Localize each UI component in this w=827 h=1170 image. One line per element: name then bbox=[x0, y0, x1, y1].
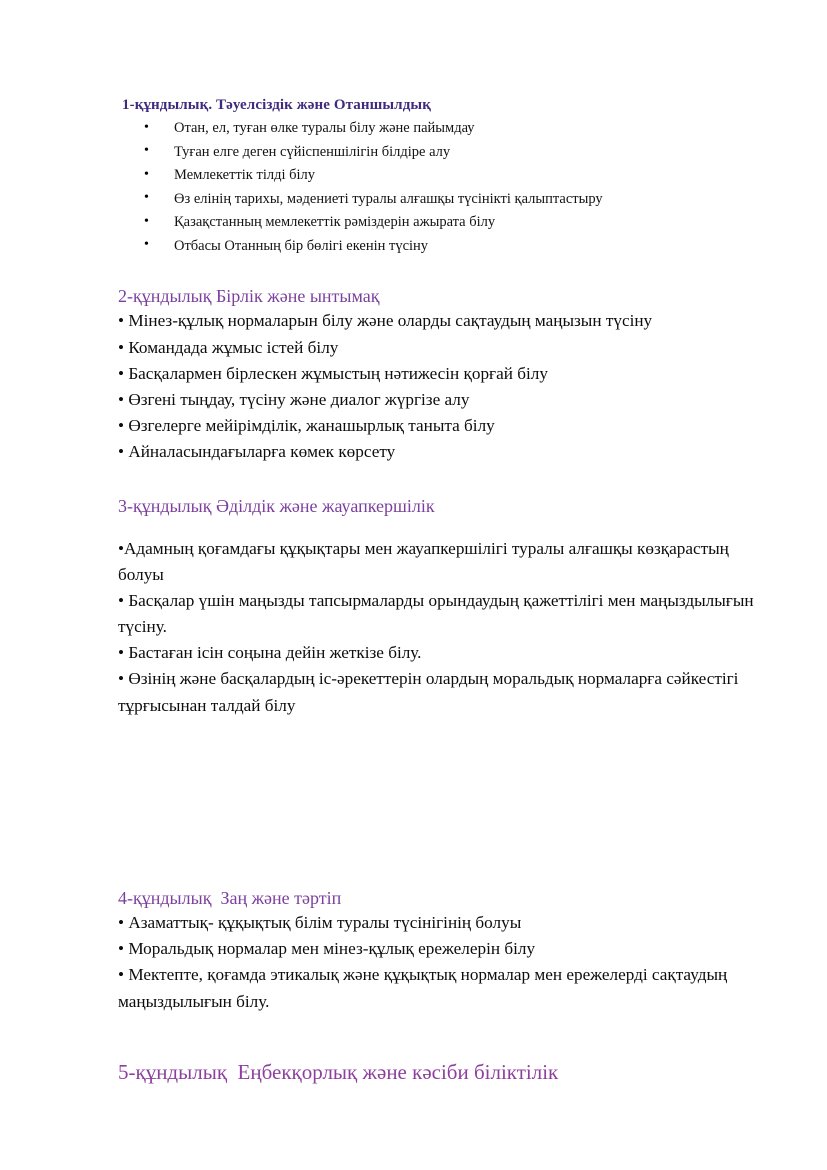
section-5-heading: 5-құндылық Еңбекқорлық және кәсіби біліктілік bbox=[118, 1059, 559, 1084]
section-2-list bbox=[118, 308, 758, 465]
list-item: • Өз елінің тарихы, мәдениеті туралы алғашқы түсінікті қалыптастыру bbox=[118, 188, 758, 211]
list-item: • Өзінің және басқалардың іс-әрекеттерін олардың моральдық нормаларға сәйкестігі тұрғысынан талдай білу bbox=[118, 669, 743, 715]
list-item: • Мектепте, қоғамда этикалық және құқықтық нормалар мен ережелерді сақтаудың маңыздылығын білу. bbox=[118, 965, 732, 1011]
spacer bbox=[118, 719, 758, 887]
list-item: • Бастаған ісін соңына дейін жеткізе білу. bbox=[118, 643, 422, 663]
spacer bbox=[118, 1015, 758, 1059]
section-4-heading: 4-құндылық Заң және тәртіп bbox=[118, 887, 342, 908]
list-item: • Қазақстанның мемлекеттік рәміздерін ажырата білу bbox=[118, 211, 758, 234]
section-1-list bbox=[118, 117, 758, 258]
spacer bbox=[118, 519, 758, 536]
section-value-5 bbox=[118, 1059, 758, 1086]
spacer bbox=[118, 465, 758, 495]
list-item: • Мемлекеттік тілді білу bbox=[118, 164, 758, 187]
section-1-heading: 1-құндылық. Тәуелсіздік және Отаншылдық bbox=[122, 97, 431, 113]
section-4-list bbox=[118, 910, 758, 1015]
list-item: • Мінез-құлық нормаларын білу және оларды сақтаудың маңызын түсіну bbox=[118, 311, 653, 331]
list-item: • Айналасындағыларға көмек көрсету bbox=[118, 442, 396, 462]
list-item: • Басқалар үшін маңызды тапсырмаларды орындаудың қажеттілігі мен маңыздылығын түсіну. bbox=[118, 591, 758, 637]
list-item: •Адамның қоғамдағы құқықтары мен жауапкершілігі туралы алғашқы көзқарастың болуы bbox=[118, 538, 734, 584]
list-item: • Туған елге деген сүйіспеншілігін білдіре алу bbox=[118, 141, 758, 164]
spacer bbox=[118, 258, 758, 285]
list-item: • Өзгені тыңдау, түсіну және диалог жүргізе алу bbox=[118, 389, 470, 409]
section-2-heading: 2-құндылық Бірлік және ынтымақ bbox=[118, 286, 380, 307]
list-item: • Басқалармен бірлескен жұмыстың нәтижесін қорғай білу bbox=[118, 363, 548, 383]
list-item: • Өзгелерге мейірімділік, жанашырлық таныта білу bbox=[118, 416, 495, 436]
list-item: • Азаматтық- құқықтық білім туралы түсінігінің болуы bbox=[118, 913, 522, 933]
list-item: • Отан, ел, туған өлке туралы білу және пайымдау bbox=[118, 117, 758, 140]
section-value-3 bbox=[118, 495, 758, 718]
document-content bbox=[118, 96, 758, 1086]
section-3-heading: 3-құндылық Әділдік және жауапкершілік bbox=[118, 496, 435, 517]
list-item: • Моральдық нормалар мен мінез-құлық ережелерін білу bbox=[118, 939, 536, 959]
section-value-2 bbox=[118, 285, 758, 465]
section-value-1 bbox=[118, 96, 758, 258]
list-item: • Отбасы Отанның бір бөлігі екенін түсіну bbox=[118, 235, 758, 258]
section-3-list bbox=[118, 536, 758, 719]
list-item: • Командада жұмыс істей білу bbox=[118, 337, 339, 357]
section-value-4 bbox=[118, 887, 758, 1015]
